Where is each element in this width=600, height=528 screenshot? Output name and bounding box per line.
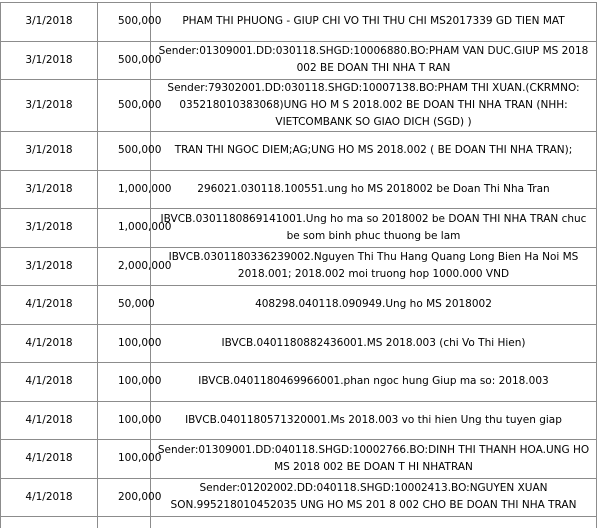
description-cell: 408298.040118.090949.Ung ho MS 2018002 <box>151 286 597 325</box>
table-row <box>1 170 597 209</box>
amount-cell: 500,000 <box>98 80 151 132</box>
date-cell: 3/1/2018 <box>1 209 98 248</box>
table-row-partial <box>1 517 597 528</box>
donation-table <box>0 2 597 528</box>
description-cell: Sender:01202002.DD:040118.SHGD:10002413.BO:NGUYEN XUAN SON.995218010452035 UNG HO MS 201 8 002 CHO BE DOAN THI NHA TRAN <box>151 478 597 517</box>
date-cell: 4/1/2018 <box>1 286 98 325</box>
date-cell: 3/1/2018 <box>1 170 98 209</box>
amount-cell: 100,000 <box>98 324 151 363</box>
description-cell: 296021.030118.100551.ung ho MS 2018002 be Doan Thi Nha Tran <box>151 170 597 209</box>
description-cell: Sender:01309001.DD:040118.SHGD:10002766.BO:DINH THI THANH HOA.UNG HO MS 2018 002 BE DOAN T HI NHATRAN <box>151 440 597 479</box>
table-row <box>1 80 597 132</box>
table-row <box>1 132 597 171</box>
amount-cell: 200,000 <box>98 478 151 517</box>
empty-cell <box>151 517 597 528</box>
table-row <box>1 41 597 80</box>
table-row <box>1 286 597 325</box>
amount-cell: 50,000 <box>98 286 151 325</box>
description-cell: PHAM THI PHUONG - GIUP CHI VO THI THU CHI MS2017339 GD TIEN MAT <box>151 3 597 42</box>
description-cell: IBVCB.0401180571320001.Ms 2018.003 vo thi hien Ung thu tuyen giap <box>151 401 597 440</box>
date-cell: 4/1/2018 <box>1 401 98 440</box>
date-cell: 3/1/2018 <box>1 247 98 286</box>
date-cell: 4/1/2018 <box>1 363 98 402</box>
date-cell: 3/1/2018 <box>1 41 98 80</box>
description-cell: Sender:79302001.DD:030118.SHGD:10007138.BO:PHAM THI XUAN.(CKRMNO: 035218010383068)UNG HO M S 2018.002 BE DOAN THI NHA TRAN (NHH: VIETCOMBANK SO GIAO DICH (SGD) ) <box>151 80 597 132</box>
table-row <box>1 324 597 363</box>
table-row <box>1 363 597 402</box>
amount-cell: 100,000 <box>98 401 151 440</box>
description-cell: IBVCB.0301180336239002.Nguyen Thi Thu Hang Quang Long Bien Ha Noi MS 2018.001; 2018.002 moi truong hop 1000.000 VND <box>151 247 597 286</box>
amount-cell: 1,000,000 <box>98 170 151 209</box>
table-row <box>1 247 597 286</box>
table-row <box>1 209 597 248</box>
date-cell: 3/1/2018 <box>1 132 98 171</box>
amount-cell: 100,000 <box>98 363 151 402</box>
empty-cell <box>98 517 151 528</box>
description-cell: IBVCB.0401180469966001.phan ngoc hung Giup ma so: 2018.003 <box>151 363 597 402</box>
amount-cell: 2,000,000 <box>98 247 151 286</box>
description-cell: IBVCB.0401180882436001.MS 2018.003 (chi Vo Thi Hien) <box>151 324 597 363</box>
date-cell: 4/1/2018 <box>1 324 98 363</box>
table-row <box>1 440 597 479</box>
date-cell: 3/1/2018 <box>1 80 98 132</box>
table-row <box>1 3 597 42</box>
date-cell: 3/1/2018 <box>1 3 98 42</box>
description-cell: IBVCB.0301180869141001.Ung ho ma so 2018002 be DOAN THI NHA TRAN chuc be som binh phuc thuong be lam <box>151 209 597 248</box>
empty-cell <box>1 517 98 528</box>
table-row <box>1 401 597 440</box>
table-row <box>1 478 597 517</box>
description-cell: Sender:01309001.DD:030118.SHGD:10006880.BO:PHAM VAN DUC.GIUP MS 2018 002 BE DOAN THI NHA T RAN <box>151 41 597 80</box>
amount-cell: 1,000,000 <box>98 209 151 248</box>
amount-cell: 500,000 <box>98 3 151 42</box>
amount-cell: 500,000 <box>98 132 151 171</box>
description-cell: TRAN THI NGOC DIEM;AG;UNG HO MS 2018.002 ( BE DOAN THI NHA TRAN); <box>151 132 597 171</box>
date-cell: 4/1/2018 <box>1 478 98 517</box>
donation-table-body <box>1 3 597 528</box>
date-cell: 4/1/2018 <box>1 440 98 479</box>
amount-cell: 500,000 <box>98 41 151 80</box>
amount-cell: 100,000 <box>98 440 151 479</box>
